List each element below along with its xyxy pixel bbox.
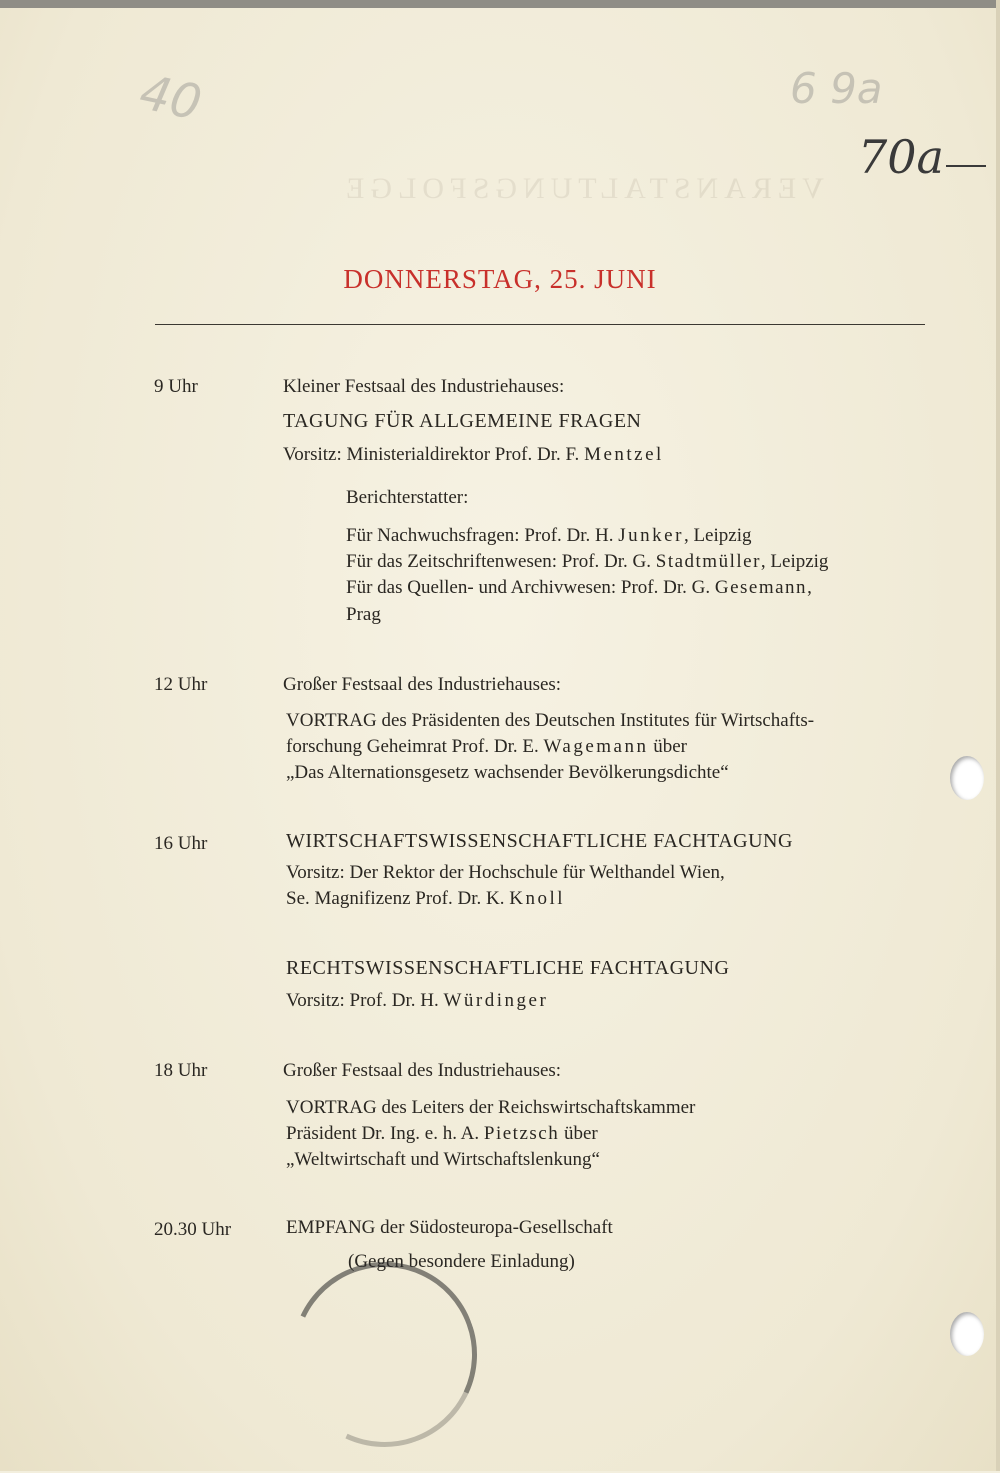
reporter-3-text: Für das Quellen- und Archivwesen: Prof. Dr. G. (346, 577, 711, 598)
reporter-1-text: Für Nachwuchsfragen: Prof. Dr. H. (346, 525, 614, 546)
venue-9: Kleiner Festsaal des Industriehauses: (283, 376, 565, 397)
reception-line-1: EMPFANG der Südosteuropa-Gesellschaft (286, 1217, 613, 1238)
scan-top-edge (0, 0, 1000, 8)
reception-line-2: (Gegen besondere Einladung) (348, 1251, 575, 1272)
lecture-18-ueber: über (563, 1123, 598, 1144)
punch-hole-lower (950, 1312, 984, 1356)
session-title-9: TAGUNG FÜR ALLGEMEINE FRAGEN (283, 410, 642, 432)
chair-16a-text: Se. Magnifizenz Prof. Dr. K. (286, 888, 505, 909)
punch-hole-upper (950, 756, 984, 800)
reporter-3-name: Gesemann (714, 577, 808, 598)
time-9: 9 Uhr (154, 376, 198, 397)
speaker-name-18: Pietzsch (483, 1123, 560, 1144)
chair-16a-line-1: Vorsitz: Der Rektor der Hochschule für Welthandel Wien, (286, 862, 725, 883)
reporters-label: Berichterstatter: (346, 487, 469, 508)
bleed-through-heading: VERANSTALTUNGSFOLGE (340, 172, 824, 205)
chair-16b (286, 990, 548, 1012)
reporter-2-city: , Leipzig (760, 551, 829, 572)
handwritten-underline (946, 165, 986, 167)
reporter-2-text: Für das Zeitschriftenwesen: Prof. Dr. G. (346, 551, 651, 572)
chair-16b-text: Vorsitz: Prof. Dr. H. (286, 990, 439, 1011)
reporter-3-city: Prag (346, 604, 381, 625)
lecture-12-ueber: über (653, 736, 688, 757)
reporter-3 (346, 577, 812, 599)
session-title-16b: RECHTSWISSENSCHAFTLICHE FACHTAGUNG (286, 957, 730, 979)
reporter-3-comma: , (807, 577, 812, 598)
reporter-1-city: , Leipzig (683, 525, 752, 546)
pencil-mark-left: 40 (134, 64, 207, 132)
chair-name: Mentzel (584, 444, 664, 465)
chair-16a-name: Knoll (509, 888, 565, 909)
lecture-18-line-1: VORTRAG des Leiters der Reichswirtschaftskammer (286, 1097, 696, 1118)
page-title: DONNERSTAG, 25. JUNI (343, 264, 657, 294)
lecture-18-line-2 (286, 1123, 598, 1145)
lecture-12-line-3: „Das Alternationsgesetz wachsender Bevölkerungsdichte“ (286, 762, 729, 783)
time-16: 16 Uhr (154, 833, 208, 854)
lecture-12-text: forschung Geheimrat Prof. Dr. E. (286, 736, 539, 757)
lecture-12-line-2 (286, 736, 687, 758)
lecture-18-line-3: „Weltwirtschaft und Wirtschaftslenkung“ (286, 1149, 600, 1170)
time-12: 12 Uhr (154, 674, 208, 695)
reporter-1-name: Junker (618, 525, 684, 546)
time-18: 18 Uhr (154, 1060, 208, 1081)
venue-12: Großer Festsaal des Industriehauses: (283, 674, 562, 695)
reporter-2 (346, 551, 828, 573)
chair-9 (283, 444, 664, 466)
time-2030: 20.30 Uhr (154, 1219, 232, 1240)
session-title-16a: WIRTSCHAFTSWISSENSCHAFTLICHE FACHTAGUNG (286, 830, 793, 852)
reporter-2-name: Stadtmüller (655, 551, 761, 572)
scan-right-edge (996, 0, 1000, 1471)
title-divider (155, 324, 925, 325)
lecture-12-line-1: VORTRAG des Präsidenten des Deutschen Institutes für Wirtschafts- (286, 710, 815, 731)
lecture-18-text: Präsident Dr. Ing. e. h. A. (286, 1123, 480, 1144)
speaker-name-12: Wagemann (543, 736, 649, 757)
reporter-1 (346, 525, 751, 547)
chair-16a-line-2 (286, 888, 565, 910)
chair-label: Vorsitz: Ministerialdirektor Prof. Dr. F. (283, 444, 580, 465)
venue-18: Großer Festsaal des Industriehauses: (283, 1060, 562, 1081)
handwritten-number-text: 70a (858, 130, 944, 184)
pencil-mark-right: 6 9a (790, 64, 883, 113)
handwritten-page-number (858, 130, 986, 184)
chair-16b-name: Würdinger (443, 990, 549, 1011)
